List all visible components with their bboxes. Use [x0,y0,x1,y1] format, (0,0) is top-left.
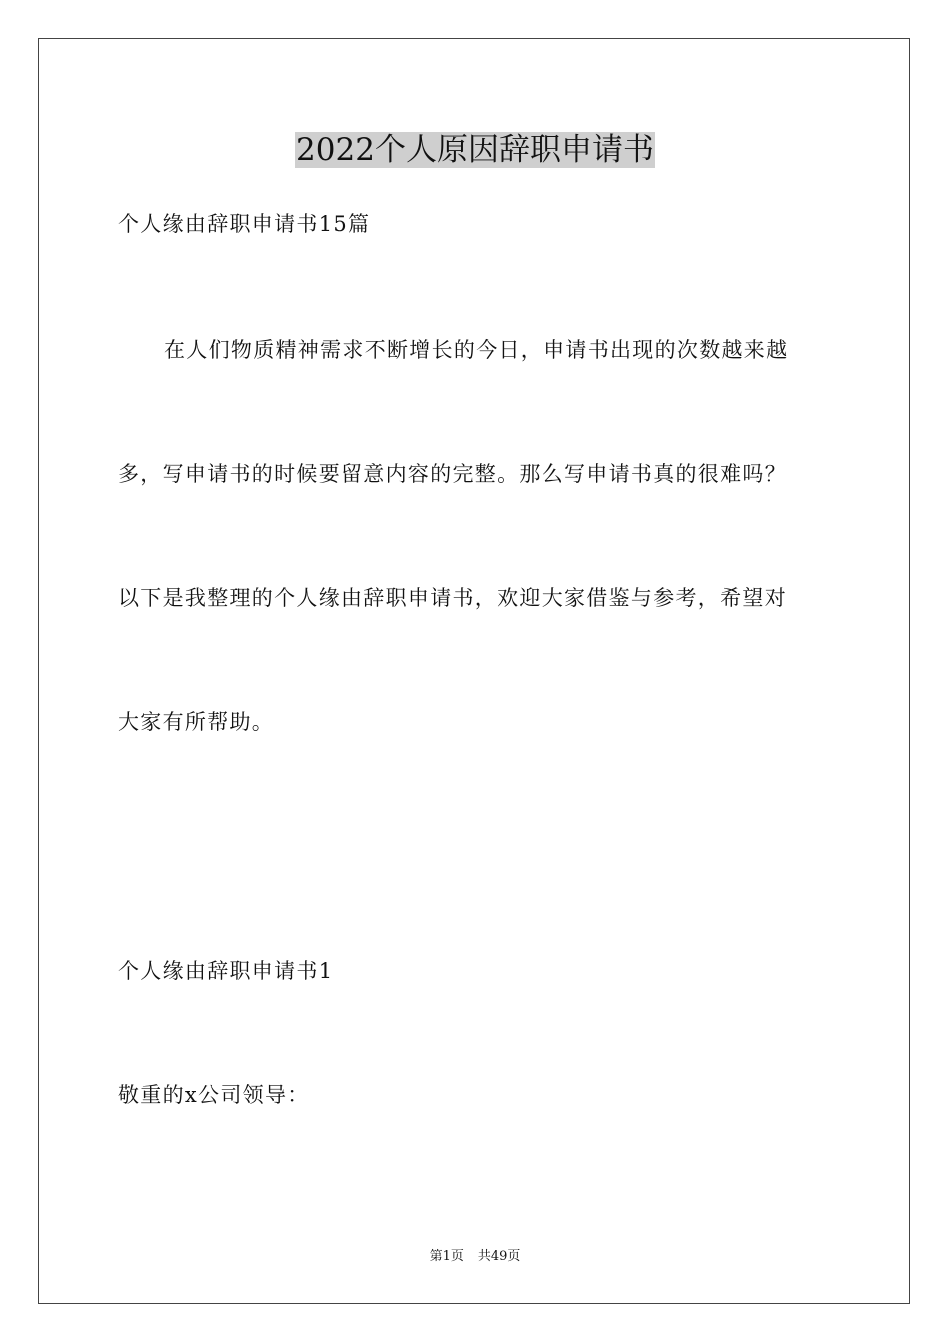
intro-line-2: 多，写申请书的时候要留意内容的完整。那么写申请书真的很难吗？ [118,462,787,486]
salutation: 敬重的x公司领导： [118,1083,310,1107]
page-footer [0,1248,950,1266]
page-number: 第1页 [429,1249,464,1264]
intro-line-1: 在人们物质精神需求不断增长的今日，申请书出现的次数越来越 [164,338,789,362]
section-heading: 个人缘由辞职申请书1 [118,959,334,983]
document-title: 2022个人原因辞职申请书 [296,132,654,168]
intro-line-3: 以下是我整理的个人缘由辞职申请书，欢迎大家借鉴与参考，希望对 [118,586,787,610]
intro-line-4: 大家有所帮助。 [118,710,275,734]
page-total: 共49页 [477,1249,521,1264]
document-subtitle: 个人缘由辞职申请书15篇 [118,212,371,236]
